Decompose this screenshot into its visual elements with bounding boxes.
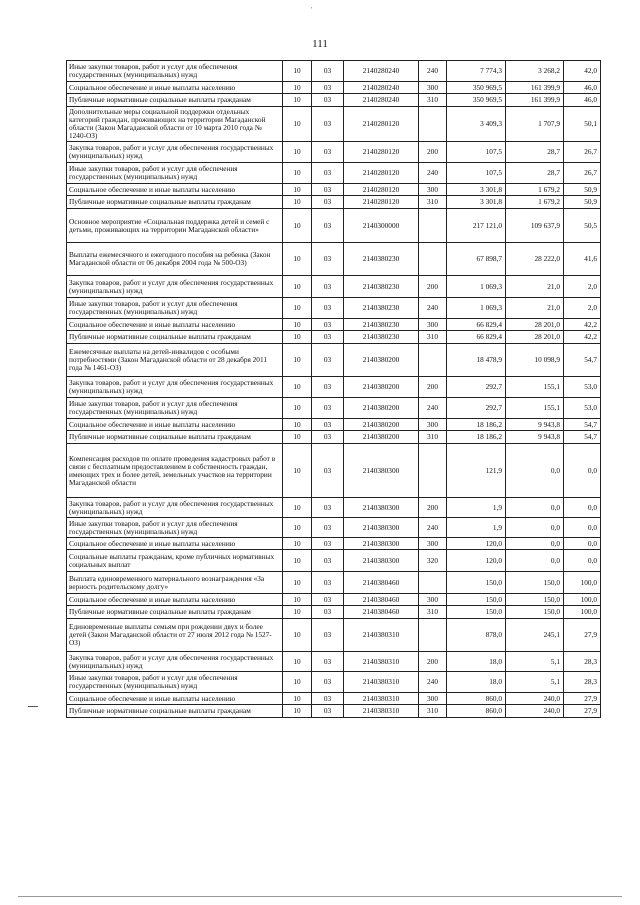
- row-expense-type: 310: [419, 431, 447, 444]
- row-percent-executed: 0,0: [564, 518, 601, 538]
- row-executed-amount: 150,0: [506, 606, 564, 619]
- row-name: Публичные нормативные социальные выплаты гражданам: [67, 705, 283, 718]
- row-target-article: 2140380310: [344, 619, 419, 652]
- table-row: [67, 419, 601, 431]
- table-row: [67, 82, 601, 94]
- row-name: Социальное обеспечение и иные выплаты населению: [67, 184, 283, 196]
- row-target-article: 2140380300: [344, 444, 419, 498]
- row-target-article: 2140380310: [344, 705, 419, 718]
- row-expense-type: 300: [419, 184, 447, 196]
- row-podrazdel: 03: [312, 619, 344, 652]
- row-executed-amount: 5,1: [506, 652, 564, 672]
- table-row: [67, 94, 601, 107]
- row-name: Социальное обеспечение и иные выплаты населению: [67, 693, 283, 705]
- row-podrazdel: 03: [312, 672, 344, 693]
- row-expense-type: 200: [419, 377, 447, 398]
- row-razdel: 10: [283, 606, 312, 619]
- row-planned-amount: 3 301,8: [447, 196, 506, 209]
- row-executed-amount: 240,0: [506, 705, 564, 718]
- row-planned-amount: 120,0: [447, 550, 506, 572]
- page-number: 111: [312, 38, 328, 50]
- table-row: [67, 196, 601, 209]
- table-row: [67, 276, 601, 298]
- row-percent-executed: 54,7: [564, 431, 601, 444]
- row-podrazdel: 03: [312, 94, 344, 107]
- row-target-article: 2140380300: [344, 518, 419, 538]
- margin-mark: [28, 706, 38, 707]
- row-razdel: 10: [283, 319, 312, 331]
- row-podrazdel: 03: [312, 276, 344, 298]
- row-target-article: 2140380300: [344, 538, 419, 550]
- table-row: [67, 672, 601, 693]
- row-planned-amount: 121,9: [447, 444, 506, 498]
- row-podrazdel: 03: [312, 538, 344, 550]
- table-row: [67, 184, 601, 196]
- row-podrazdel: 03: [312, 693, 344, 705]
- table-row: [67, 344, 601, 377]
- row-podrazdel: 03: [312, 550, 344, 572]
- row-podrazdel: 03: [312, 196, 344, 209]
- row-planned-amount: 66 829,4: [447, 331, 506, 344]
- row-planned-amount: 860,0: [447, 693, 506, 705]
- row-razdel: 10: [283, 196, 312, 209]
- row-executed-amount: 161 399,9: [506, 82, 564, 94]
- row-name: Социальные выплаты гражданам, кроме публичных нормативных социальных выплат: [67, 550, 283, 572]
- row-percent-executed: 0,0: [564, 498, 601, 518]
- row-razdel: 10: [283, 498, 312, 518]
- table-row: [67, 331, 601, 344]
- row-target-article: 2140380300: [344, 550, 419, 572]
- row-executed-amount: 0,0: [506, 498, 564, 518]
- page-bottom-rule: [18, 896, 622, 897]
- row-planned-amount: 107,5: [447, 163, 506, 184]
- row-percent-executed: 0,0: [564, 550, 601, 572]
- row-target-article: 2140380310: [344, 652, 419, 672]
- row-executed-amount: 245,1: [506, 619, 564, 652]
- row-executed-amount: 28,7: [506, 142, 564, 163]
- row-expense-type: [419, 444, 447, 498]
- row-percent-executed: 28,3: [564, 652, 601, 672]
- row-podrazdel: 03: [312, 652, 344, 672]
- row-planned-amount: 150,0: [447, 606, 506, 619]
- row-name: Закупка товаров, работ и услуг для обеспечения государственных (муниципальных) нужд: [67, 498, 283, 518]
- row-expense-type: 240: [419, 298, 447, 319]
- row-expense-type: 320: [419, 550, 447, 572]
- row-percent-executed: 42,2: [564, 319, 601, 331]
- row-target-article: 2140380200: [344, 398, 419, 419]
- row-name: Иные закупки товаров, работ и услуг для обеспечения государственных (муниципальных) нужд: [67, 61, 283, 82]
- row-razdel: 10: [283, 619, 312, 652]
- row-target-article: 2140280120: [344, 142, 419, 163]
- row-expense-type: 200: [419, 142, 447, 163]
- row-percent-executed: 27,9: [564, 705, 601, 718]
- row-planned-amount: 107,5: [447, 142, 506, 163]
- table-row: [67, 61, 601, 82]
- row-percent-executed: 0,0: [564, 538, 601, 550]
- row-target-article: 2140280120: [344, 184, 419, 196]
- row-podrazdel: 03: [312, 377, 344, 398]
- row-razdel: 10: [283, 209, 312, 243]
- row-executed-amount: 0,0: [506, 444, 564, 498]
- row-percent-executed: 53,0: [564, 398, 601, 419]
- row-expense-type: 240: [419, 672, 447, 693]
- row-name: Публичные нормативные социальные выплаты гражданам: [67, 196, 283, 209]
- row-percent-executed: 53,0: [564, 377, 601, 398]
- row-expense-type: 300: [419, 538, 447, 550]
- row-expense-type: 200: [419, 652, 447, 672]
- row-razdel: 10: [283, 243, 312, 276]
- table-row: [67, 538, 601, 550]
- row-planned-amount: 1,9: [447, 498, 506, 518]
- table-row: [67, 398, 601, 419]
- row-percent-executed: 0,0: [564, 444, 601, 498]
- row-expense-type: 310: [419, 705, 447, 718]
- row-name: Закупка товаров, работ и услуг для обеспечения государственных (муниципальных) нужд: [67, 377, 283, 398]
- row-executed-amount: 1 679,2: [506, 196, 564, 209]
- row-executed-amount: 0,0: [506, 550, 564, 572]
- row-planned-amount: 18,0: [447, 672, 506, 693]
- row-expense-type: 300: [419, 82, 447, 94]
- row-target-article: 2140380200: [344, 377, 419, 398]
- row-podrazdel: 03: [312, 572, 344, 594]
- row-target-article: 2140300000: [344, 209, 419, 243]
- table-row: [67, 652, 601, 672]
- row-executed-amount: 1 679,2: [506, 184, 564, 196]
- row-razdel: 10: [283, 572, 312, 594]
- row-podrazdel: 03: [312, 344, 344, 377]
- row-percent-executed: 41,6: [564, 243, 601, 276]
- table-row: [67, 594, 601, 606]
- row-razdel: 10: [283, 444, 312, 498]
- row-planned-amount: 292,7: [447, 398, 506, 419]
- row-executed-amount: 10 098,9: [506, 344, 564, 377]
- row-razdel: 10: [283, 419, 312, 431]
- row-podrazdel: 03: [312, 518, 344, 538]
- row-target-article: 2140380230: [344, 331, 419, 344]
- row-executed-amount: 21,0: [506, 276, 564, 298]
- row-executed-amount: 150,0: [506, 572, 564, 594]
- table-row: [67, 298, 601, 319]
- table-row: [67, 163, 601, 184]
- row-executed-amount: 155,1: [506, 377, 564, 398]
- row-planned-amount: 3 301,8: [447, 184, 506, 196]
- row-name: Основное мероприятие «Социальная поддержка детей и семей с детьми, проживающих на территории Магаданской области»: [67, 209, 283, 243]
- row-planned-amount: 18 186,2: [447, 419, 506, 431]
- row-podrazdel: 03: [312, 163, 344, 184]
- row-expense-type: 300: [419, 594, 447, 606]
- row-name: Иные закупки товаров, работ и услуг для обеспечения государственных (муниципальных) нужд: [67, 163, 283, 184]
- row-percent-executed: 26,7: [564, 142, 601, 163]
- row-podrazdel: 03: [312, 594, 344, 606]
- row-percent-executed: 50,1: [564, 107, 601, 142]
- row-percent-executed: 42,0: [564, 61, 601, 82]
- row-name: Иные закупки товаров, работ и услуг для обеспечения государственных (муниципальных) нужд: [67, 398, 283, 419]
- row-razdel: 10: [283, 377, 312, 398]
- row-razdel: 10: [283, 94, 312, 107]
- row-target-article: 2140380200: [344, 419, 419, 431]
- table-row: [67, 705, 601, 718]
- row-target-article: 2140380460: [344, 606, 419, 619]
- budget-table: [66, 60, 601, 718]
- row-percent-executed: 100,0: [564, 606, 601, 619]
- row-expense-type: [419, 619, 447, 652]
- row-podrazdel: 03: [312, 498, 344, 518]
- row-razdel: 10: [283, 107, 312, 142]
- row-name: Социальное обеспечение и иные выплаты населению: [67, 538, 283, 550]
- row-razdel: 10: [283, 518, 312, 538]
- row-expense-type: [419, 107, 447, 142]
- row-name: Закупка товаров, работ и услуг для обеспечения государственных (муниципальных) нужд: [67, 276, 283, 298]
- row-razdel: 10: [283, 705, 312, 718]
- row-planned-amount: 217 121,0: [447, 209, 506, 243]
- row-planned-amount: 66 829,4: [447, 319, 506, 331]
- table-row: [67, 107, 601, 142]
- row-executed-amount: 155,1: [506, 398, 564, 419]
- row-planned-amount: 120,0: [447, 538, 506, 550]
- row-percent-executed: 100,0: [564, 594, 601, 606]
- row-name: Выплата единовременного материального вознаграждения «За верность родительскому долгу»: [67, 572, 283, 594]
- row-podrazdel: 03: [312, 298, 344, 319]
- row-expense-type: 200: [419, 498, 447, 518]
- row-expense-type: 240: [419, 398, 447, 419]
- row-target-article: 2140380300: [344, 498, 419, 518]
- row-planned-amount: 18,0: [447, 652, 506, 672]
- row-planned-amount: 1 069,3: [447, 298, 506, 319]
- row-expense-type: 240: [419, 61, 447, 82]
- row-executed-amount: 28 222,0: [506, 243, 564, 276]
- row-planned-amount: 7 774,3: [447, 61, 506, 82]
- row-podrazdel: 03: [312, 331, 344, 344]
- table-row: [67, 606, 601, 619]
- table-row: [67, 209, 601, 243]
- row-razdel: 10: [283, 344, 312, 377]
- row-razdel: 10: [283, 594, 312, 606]
- row-target-article: 2140280120: [344, 163, 419, 184]
- row-razdel: 10: [283, 398, 312, 419]
- row-name: Публичные нормативные социальные выплаты гражданам: [67, 431, 283, 444]
- row-percent-executed: 46,0: [564, 82, 601, 94]
- row-executed-amount: 9 943,8: [506, 431, 564, 444]
- row-podrazdel: 03: [312, 243, 344, 276]
- row-percent-executed: 28,3: [564, 672, 601, 693]
- row-expense-type: [419, 344, 447, 377]
- row-executed-amount: 5,1: [506, 672, 564, 693]
- row-percent-executed: 27,9: [564, 619, 601, 652]
- row-expense-type: 310: [419, 606, 447, 619]
- row-executed-amount: 0,0: [506, 538, 564, 550]
- row-name: Социальное обеспечение и иные выплаты населению: [67, 82, 283, 94]
- row-razdel: 10: [283, 538, 312, 550]
- row-expense-type: 300: [419, 319, 447, 331]
- row-expense-type: 300: [419, 693, 447, 705]
- row-executed-amount: 1 707,9: [506, 107, 564, 142]
- row-podrazdel: 03: [312, 419, 344, 431]
- row-name: Социальное обеспечение и иные выплаты населению: [67, 319, 283, 331]
- row-podrazdel: 03: [312, 444, 344, 498]
- row-name: Компенсация расходов по оплате проведения кадастровых работ в связи с бесплатным предоставлением в собственность граждан, имеющих трех и более детей, земельных участков на территории Магаданской области: [67, 444, 283, 498]
- row-podrazdel: 03: [312, 705, 344, 718]
- row-podrazdel: 03: [312, 142, 344, 163]
- table-row: [67, 377, 601, 398]
- row-percent-executed: 54,7: [564, 419, 601, 431]
- row-expense-type: [419, 572, 447, 594]
- row-executed-amount: 109 637,9: [506, 209, 564, 243]
- row-name: Социальное обеспечение и иные выплаты населению: [67, 419, 283, 431]
- row-planned-amount: 1,9: [447, 518, 506, 538]
- row-expense-type: [419, 209, 447, 243]
- table-row: [67, 619, 601, 652]
- row-name: Единовременные выплаты семьям при рождении двух и более детей (Закон Магаданской области от 27 июля 2012 года № 1527-ОЗ): [67, 619, 283, 652]
- row-podrazdel: 03: [312, 184, 344, 196]
- row-target-article: 2140380230: [344, 298, 419, 319]
- row-razdel: 10: [283, 331, 312, 344]
- row-target-article: 2140380460: [344, 594, 419, 606]
- row-target-article: 2140380200: [344, 431, 419, 444]
- row-planned-amount: 1 069,3: [447, 276, 506, 298]
- row-name: Выплаты ежемесячного и ежегодного пособия на ребенка (Закон Магаданской области от 06 декабря 2004 года № 500-ОЗ): [67, 243, 283, 276]
- row-razdel: 10: [283, 672, 312, 693]
- row-razdel: 10: [283, 550, 312, 572]
- table-row: [67, 431, 601, 444]
- row-name: Публичные нормативные социальные выплаты гражданам: [67, 94, 283, 107]
- table-row: [67, 498, 601, 518]
- row-expense-type: 310: [419, 331, 447, 344]
- row-executed-amount: 150,0: [506, 594, 564, 606]
- row-razdel: 10: [283, 142, 312, 163]
- row-executed-amount: 21,0: [506, 298, 564, 319]
- table-row: [67, 142, 601, 163]
- row-executed-amount: 240,0: [506, 693, 564, 705]
- row-razdel: 10: [283, 431, 312, 444]
- table-row: [67, 572, 601, 594]
- row-percent-executed: 54,7: [564, 344, 601, 377]
- row-expense-type: 310: [419, 94, 447, 107]
- table-row: [67, 550, 601, 572]
- row-target-article: 2140380230: [344, 243, 419, 276]
- row-podrazdel: 03: [312, 319, 344, 331]
- row-podrazdel: 03: [312, 61, 344, 82]
- row-name: Дополнительные меры социальной поддержки отдельных категорий граждан, проживающих на территории Магаданской области (Закон Магаданской области от 10 марта 2010 года № 1240-ОЗ): [67, 107, 283, 142]
- table-row: [67, 693, 601, 705]
- row-expense-type: 310: [419, 196, 447, 209]
- row-razdel: 10: [283, 298, 312, 319]
- row-executed-amount: 28,7: [506, 163, 564, 184]
- row-target-article: 2140380230: [344, 276, 419, 298]
- row-planned-amount: 67 898,7: [447, 243, 506, 276]
- row-name: Социальное обеспечение и иные выплаты населению: [67, 594, 283, 606]
- row-planned-amount: 3 409,3: [447, 107, 506, 142]
- row-podrazdel: 03: [312, 431, 344, 444]
- row-expense-type: [419, 243, 447, 276]
- row-target-article: 2140280120: [344, 107, 419, 142]
- row-target-article: 2140380200: [344, 344, 419, 377]
- row-expense-type: 240: [419, 518, 447, 538]
- row-razdel: 10: [283, 276, 312, 298]
- row-planned-amount: 860,0: [447, 705, 506, 718]
- table-row: [67, 518, 601, 538]
- row-percent-executed: 2,0: [564, 298, 601, 319]
- row-planned-amount: 150,0: [447, 594, 506, 606]
- row-percent-executed: 42,2: [564, 331, 601, 344]
- row-executed-amount: 28 201,0: [506, 331, 564, 344]
- row-razdel: 10: [283, 693, 312, 705]
- row-expense-type: 300: [419, 419, 447, 431]
- row-executed-amount: 28 201,0: [506, 319, 564, 331]
- row-executed-amount: 9 943,8: [506, 419, 564, 431]
- row-name: Иные закупки товаров, работ и услуг для обеспечения государственных (муниципальных) нужд: [67, 672, 283, 693]
- row-target-article: 2140280120: [344, 196, 419, 209]
- row-podrazdel: 03: [312, 398, 344, 419]
- row-razdel: 10: [283, 82, 312, 94]
- row-planned-amount: 150,0: [447, 572, 506, 594]
- row-razdel: 10: [283, 184, 312, 196]
- row-target-article: 2140380310: [344, 672, 419, 693]
- row-name: Публичные нормативные социальные выплаты гражданам: [67, 606, 283, 619]
- row-percent-executed: 2,0: [564, 276, 601, 298]
- row-executed-amount: 3 268,2: [506, 61, 564, 82]
- row-name: Публичные нормативные социальные выплаты гражданам: [67, 331, 283, 344]
- row-planned-amount: 18 186,2: [447, 431, 506, 444]
- row-percent-executed: 27,9: [564, 693, 601, 705]
- row-name: Закупка товаров, работ и услуг для обеспечения государственных (муниципальных) нужд: [67, 652, 283, 672]
- row-podrazdel: 03: [312, 107, 344, 142]
- row-planned-amount: 350 969,5: [447, 94, 506, 107]
- row-razdel: 10: [283, 652, 312, 672]
- row-percent-executed: 26,7: [564, 163, 601, 184]
- table-row: [67, 444, 601, 498]
- row-planned-amount: 878,0: [447, 619, 506, 652]
- row-podrazdel: 03: [312, 209, 344, 243]
- row-name: Иные закупки товаров, работ и услуг для обеспечения государственных (муниципальных) нужд: [67, 518, 283, 538]
- row-name: Закупка товаров, работ и услуг для обеспечения государственных (муниципальных) нужд: [67, 142, 283, 163]
- row-target-article: 2140280240: [344, 94, 419, 107]
- row-planned-amount: 292,7: [447, 377, 506, 398]
- row-target-article: 2140380460: [344, 572, 419, 594]
- top-mark: ': [311, 6, 313, 14]
- row-executed-amount: 0,0: [506, 518, 564, 538]
- row-target-article: 2140380310: [344, 693, 419, 705]
- row-expense-type: 240: [419, 163, 447, 184]
- row-percent-executed: 50,9: [564, 184, 601, 196]
- row-name: Ежемесячные выплаты на детей-инвалидов с особыми потребностями (Закон Магаданской области от 28 декабря 2011 года № 1461-ОЗ): [67, 344, 283, 377]
- row-podrazdel: 03: [312, 606, 344, 619]
- row-razdel: 10: [283, 163, 312, 184]
- row-razdel: 10: [283, 61, 312, 82]
- budget-table-body: [67, 61, 601, 718]
- row-percent-executed: 50,5: [564, 209, 601, 243]
- row-name: Иные закупки товаров, работ и услуг для обеспечения государственных (муниципальных) нужд: [67, 298, 283, 319]
- row-percent-executed: 100,0: [564, 572, 601, 594]
- table-row: [67, 319, 601, 331]
- row-target-article: 2140380230: [344, 319, 419, 331]
- row-podrazdel: 03: [312, 82, 344, 94]
- row-percent-executed: 50,9: [564, 196, 601, 209]
- row-target-article: 2140280240: [344, 82, 419, 94]
- row-planned-amount: 350 969,5: [447, 82, 506, 94]
- row-executed-amount: 161 399,9: [506, 94, 564, 107]
- row-target-article: 2140280240: [344, 61, 419, 82]
- table-row: [67, 243, 601, 276]
- row-expense-type: 200: [419, 276, 447, 298]
- row-planned-amount: 18 478,9: [447, 344, 506, 377]
- row-percent-executed: 46,0: [564, 94, 601, 107]
